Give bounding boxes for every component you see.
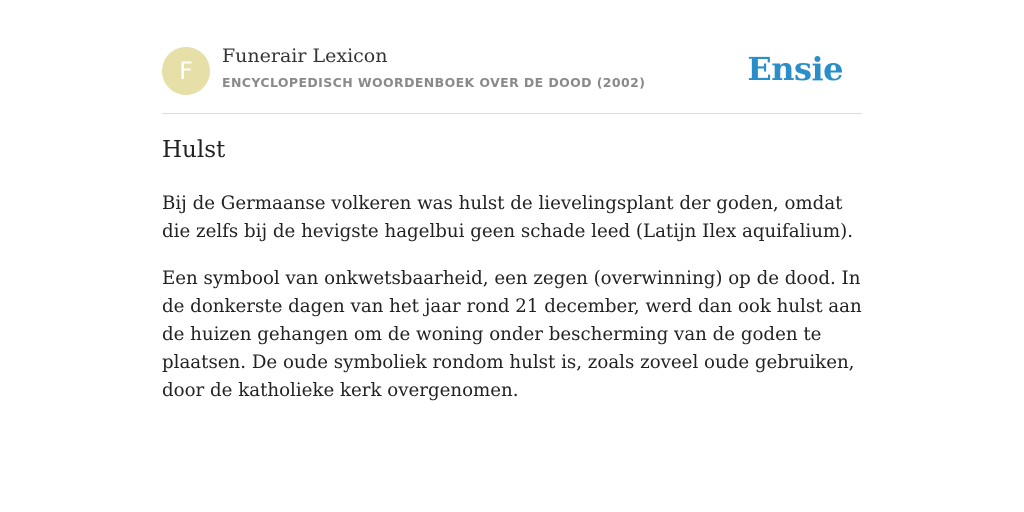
source-title[interactable]: Funerair Lexicon <box>222 45 388 67</box>
entry-paragraph: Een symbool van onkwetsbaarheid, een zegen (overwinning) op de dood. In de donkerste dagen van het jaar rond 21 december, werd dan ook hulst aan de huizen gehangen om de woning onder bescherming van de goden te plaatsen. De oude symboliek rondom hulst is, zoals zoveel oude gebruiken, door de katholieke kerk overgenomen. <box>162 268 862 401</box>
entry-body <box>162 190 862 424</box>
source-avatar: F <box>162 47 210 95</box>
entry-card <box>162 0 862 401</box>
entry-paragraph: Bij de Germaanse volkeren was hulst de lievelingsplant der goden, omdat die zelfs bij de hevigste hagelbui geen schade leed (Latijn Ilex aquifalium). <box>162 193 854 242</box>
entry-term: Hulst <box>162 137 226 163</box>
ensie-logo[interactable]: Ensie <box>747 50 843 88</box>
entry-header <box>162 0 862 114</box>
source-subtitle: ENCYCLOPEDISCH WOORDENBOEK OVER DE DOOD (2002) <box>222 75 646 90</box>
